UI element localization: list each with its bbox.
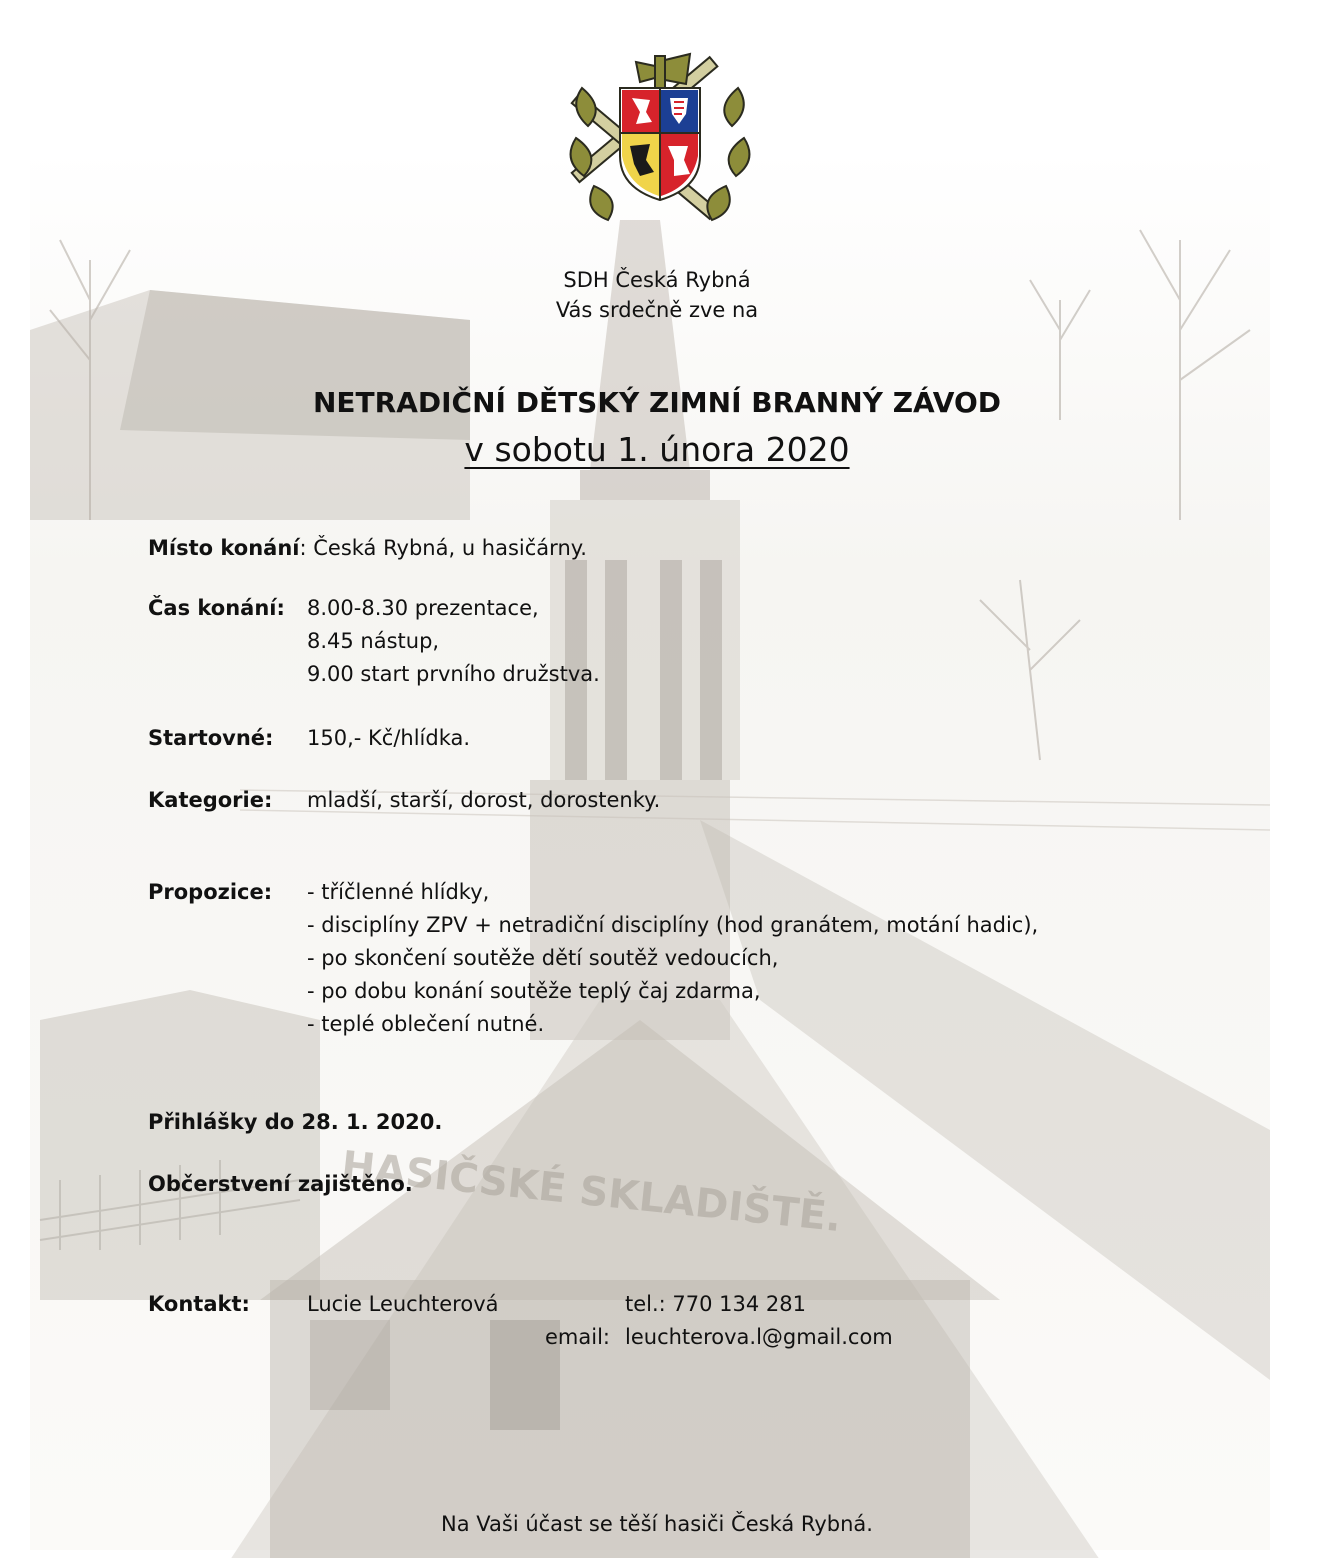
registration-deadline: Přihlášky do 28. 1. 2020. [148, 1110, 443, 1134]
category-value: mladší, starší, dorost, dorostenky. [307, 788, 661, 812]
rules-list [307, 876, 1038, 1041]
place-row [148, 532, 587, 565]
organizer-line: SDH Česká Rybná [563, 268, 751, 292]
building-sign: HASIČSKÉ SKLADIŠTĚ. [339, 1142, 844, 1242]
sdh-emblem-icon [562, 48, 758, 228]
invite-line: Vás srdečně zve na [555, 298, 759, 322]
contact-email-label: email: [545, 1325, 610, 1349]
rules-item: - disciplíny ZPV + netradiční disciplíny (hod granátem, motání hadic), [307, 913, 1039, 937]
category-label: Kategorie: [148, 788, 273, 812]
time-line: 9.00 start prvního družstva. [307, 662, 600, 686]
rules-label: Propozice: [148, 880, 273, 904]
fee-label: Startovné: [148, 726, 274, 750]
footer-message: Na Vaši účast se těší hasiči Česká Rybná. [441, 1512, 873, 1536]
rules-item: - tříčlenné hlídky, [307, 880, 490, 904]
event-date: v sobotu 1. února 2020 [464, 430, 850, 469]
rules-item: - teplé oblečení nutné. [307, 1012, 545, 1036]
place-value: Česká Rybná, u hasičárny. [306, 536, 587, 560]
time-values [307, 592, 600, 691]
contact-phone: tel.: 770 134 281 [625, 1292, 807, 1316]
place-label: Místo konání [148, 536, 300, 560]
event-title: NETRADIČNÍ DĚTSKÝ ZIMNÍ BRANNÝ ZÁVOD [313, 386, 1001, 419]
contact-name: Lucie Leuchterová [307, 1292, 499, 1316]
contact-label: Kontakt: [148, 1292, 250, 1316]
rules-item: - po skončení soutěže dětí soutěž vedoucích, [307, 946, 779, 970]
rules-item: - po dobu konání soutěže teplý čaj zdarma, [307, 979, 761, 1003]
time-label: Čas konání: [148, 596, 285, 620]
time-line: 8.45 nástup, [307, 629, 440, 653]
place-separator: : [299, 536, 307, 560]
refreshments-note: Občerstvení zajištěno. [148, 1172, 413, 1196]
contact-email[interactable]: leuchterova.l@gmail.com [625, 1325, 893, 1349]
time-line: 8.00-8.30 prezentace, [307, 596, 539, 620]
fee-value: 150,- Kč/hlídka. [307, 726, 471, 750]
